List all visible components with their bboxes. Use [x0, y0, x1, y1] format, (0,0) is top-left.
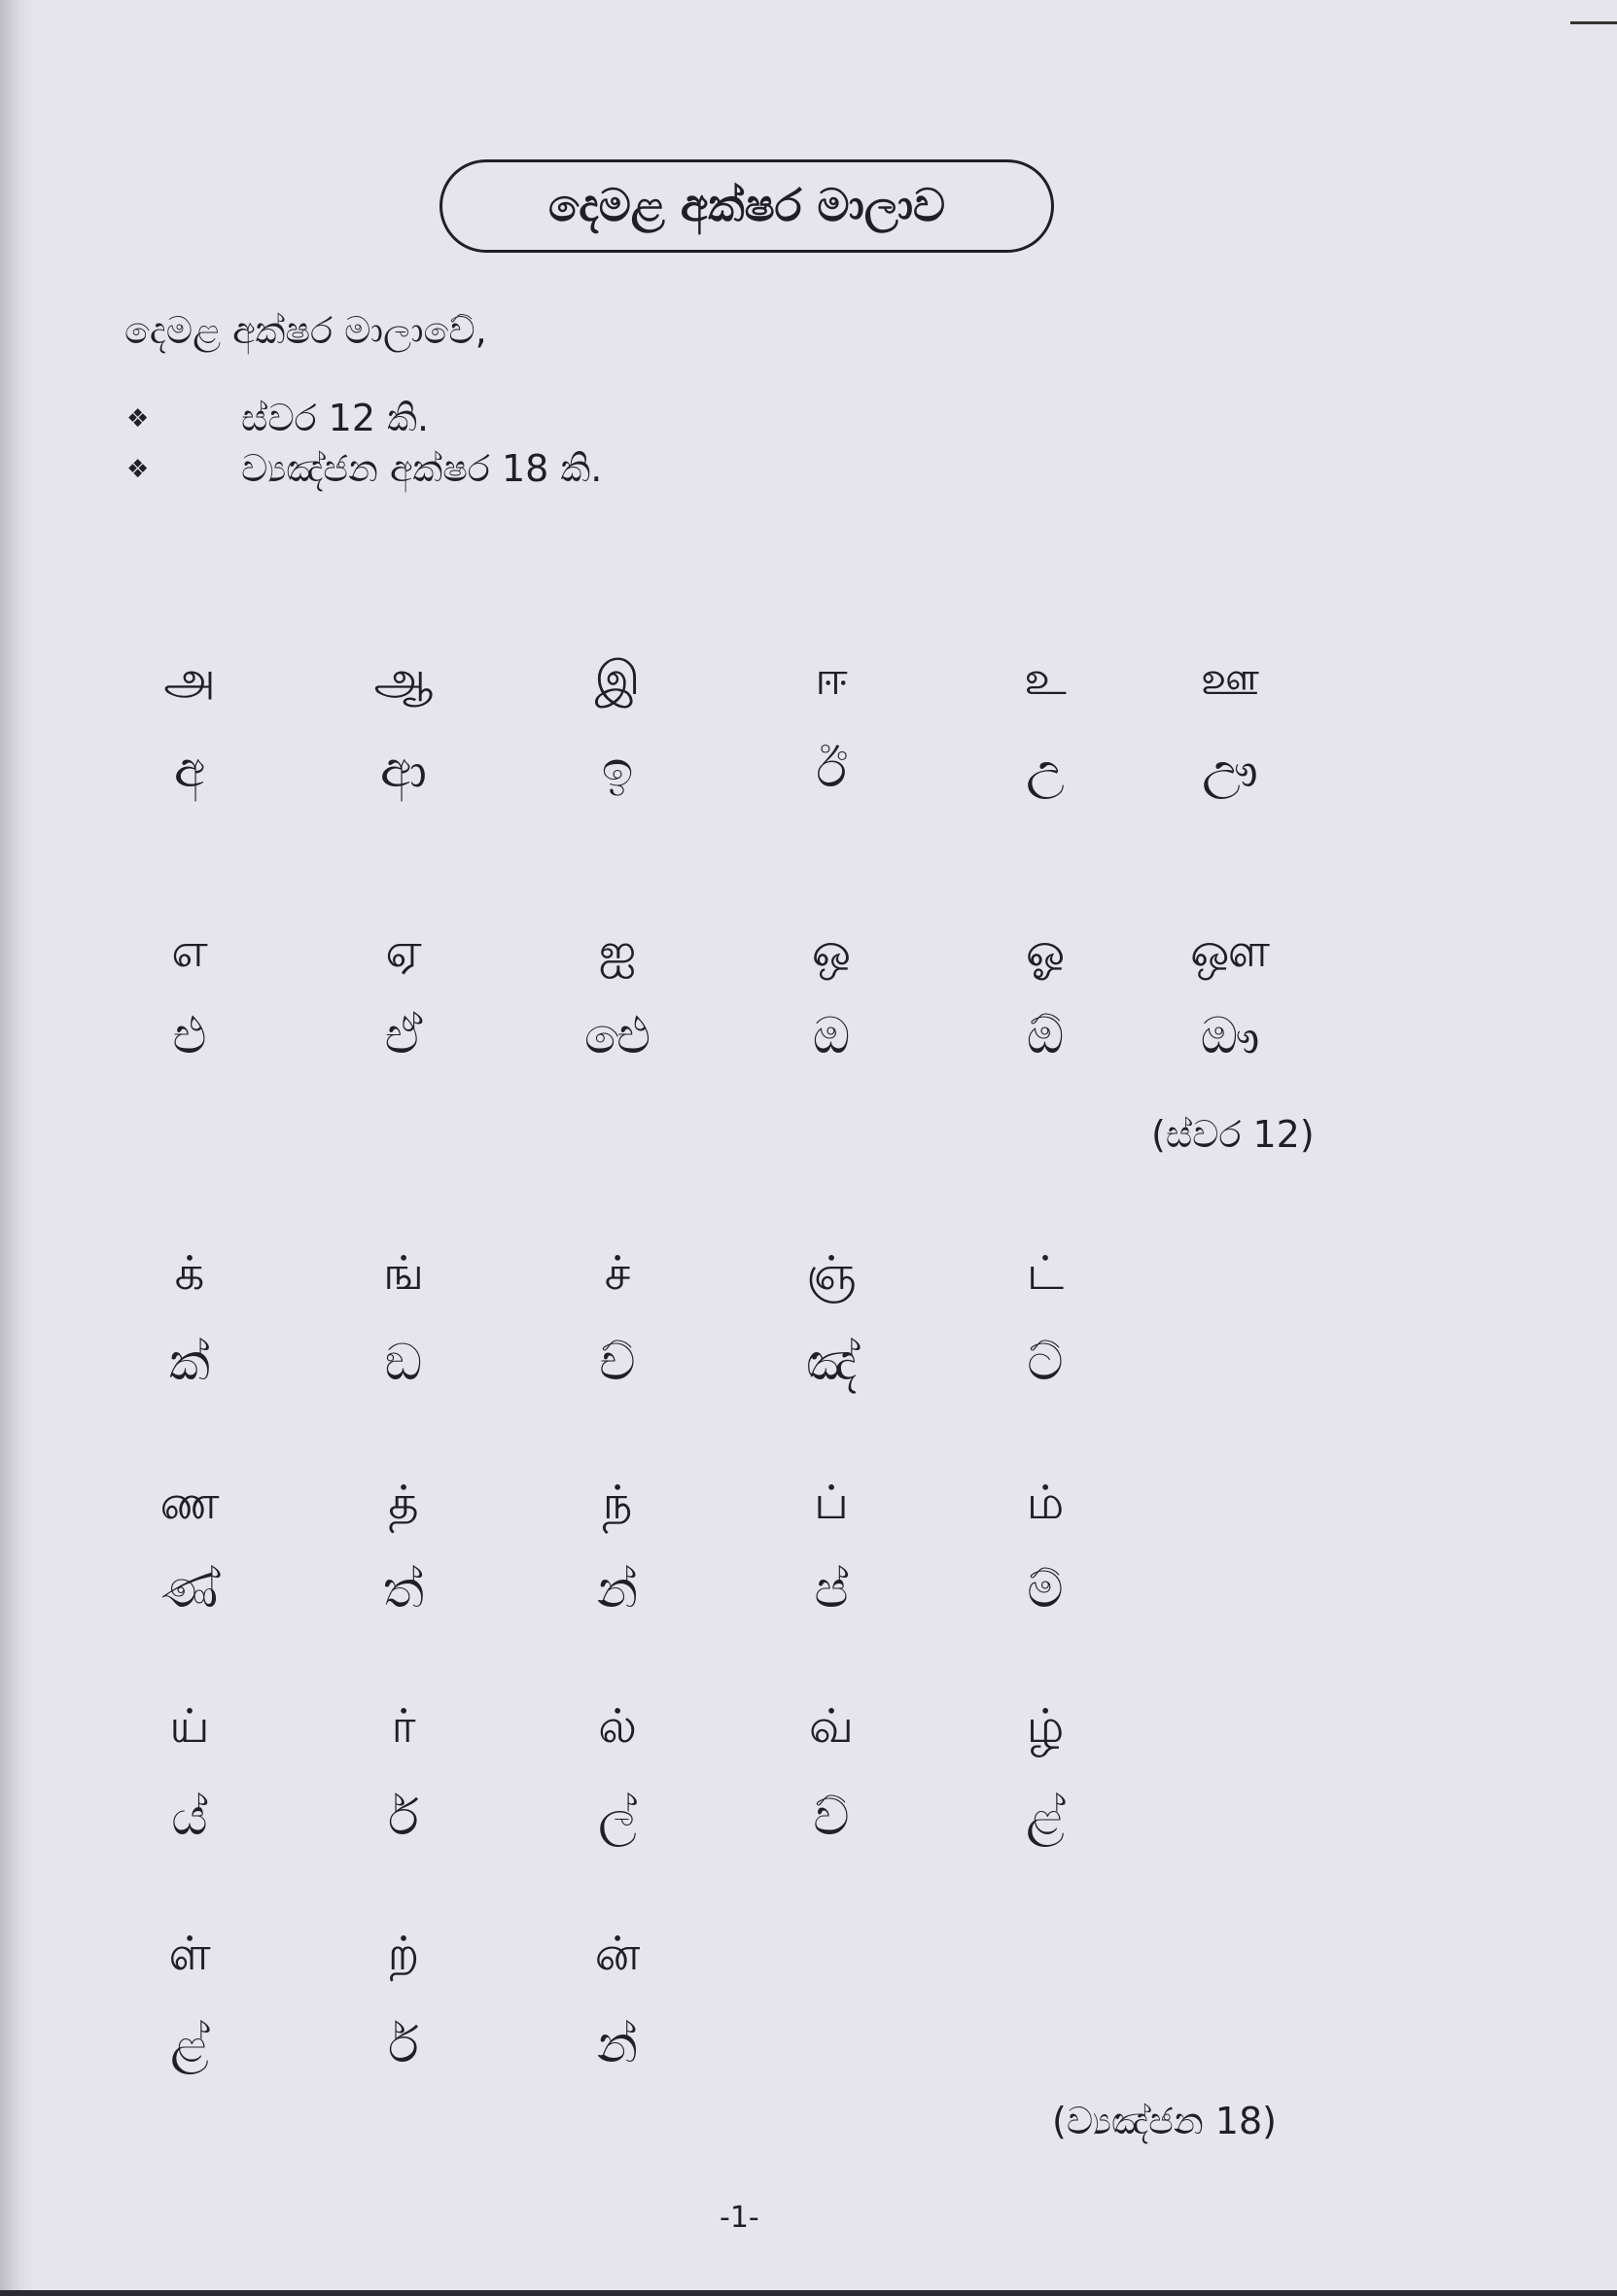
sinhala-letter: න්	[596, 2016, 639, 2074]
sinhala-letter: ළ්	[170, 2016, 209, 2074]
tamil-letter: வ்	[809, 1699, 854, 1754]
tamil-letter: ழ்	[1026, 1699, 1065, 1754]
tamil-letter: ஞ்	[806, 1246, 857, 1301]
tamil-letter: ஒ	[811, 923, 852, 978]
diamond-bullet-icon: ❖	[126, 454, 150, 484]
tamil-letter: இ	[594, 651, 641, 706]
sinhala-letter: ඤ්	[805, 1334, 858, 1392]
sinhala-letter: උ	[1026, 741, 1065, 799]
tamil-letter: ம்	[1026, 1476, 1065, 1530]
sinhala-letter: ත්	[382, 1561, 425, 1619]
bullet-item	[126, 397, 429, 440]
tamil-letter: க்	[174, 1246, 205, 1301]
tamil-letter: ய்	[169, 1699, 210, 1754]
tamil-letter: ள்	[168, 1927, 211, 1981]
tamil-letter: அ	[163, 651, 216, 706]
sinhala-letter: ඞ	[384, 1334, 423, 1392]
tamil-letter: உ	[1024, 651, 1067, 706]
tamil-letter: ட்	[1026, 1246, 1065, 1301]
tamil-letter: ஓ	[1025, 923, 1066, 978]
tamil-letter: ஈ	[815, 651, 848, 706]
tamil-letter: ஐ	[598, 923, 637, 978]
page-binding-shadow	[0, 0, 33, 2296]
tamil-letter: ங்	[382, 1246, 425, 1301]
sinhala-letter: ඔ	[812, 1007, 851, 1065]
intro-text: දෙමළ අක්ෂර මාලාවේ,	[124, 309, 487, 352]
sinhala-letter: ඒ	[384, 1007, 423, 1065]
tamil-letter: ச்	[604, 1246, 631, 1301]
tamil-letter: ஔ	[1190, 923, 1270, 978]
sinhala-letter: ඉ	[601, 741, 634, 799]
sinhala-letter: ඕ	[1026, 1007, 1065, 1065]
tamil-letter: த்	[388, 1476, 419, 1530]
sinhala-letter: ව්	[813, 1789, 850, 1847]
diamond-bullet-icon: ❖	[126, 403, 150, 434]
bullet-item	[126, 447, 602, 491]
sinhala-letter: ච්	[599, 1334, 636, 1392]
bullet-text: ව්‍යඤ්ජන අක්ෂර 18 කි.	[241, 447, 603, 490]
sinhala-letter: ට්	[1027, 1334, 1064, 1392]
sinhala-letter: ම්	[1027, 1561, 1064, 1619]
sinhala-letter: ක්	[168, 1334, 211, 1392]
vowel-count-caption: (ස්වර 12)	[1151, 1113, 1315, 1156]
page-number: -1-	[720, 2201, 759, 2235]
sinhala-letter: ඓ	[583, 1007, 651, 1065]
sinhala-letter: ළ්	[1026, 1789, 1065, 1847]
tamil-letter: ண	[159, 1476, 220, 1530]
corner-mark	[1570, 21, 1617, 24]
tamil-letter: எ	[171, 923, 208, 978]
sinhala-letter: ඖ	[1200, 1007, 1260, 1065]
tamil-letter: ஏ	[385, 923, 422, 978]
sinhala-letter: ර්	[388, 1789, 419, 1847]
sinhala-letter: ල්	[598, 1789, 637, 1847]
sinhala-letter: අ	[173, 741, 206, 799]
sinhala-letter: ඌ	[1202, 741, 1258, 799]
consonant-count-caption: (ව්‍යඤ්ජන 18)	[1052, 2100, 1277, 2142]
tamil-letter: ஆ	[373, 651, 434, 706]
tamil-letter: ர்	[391, 1699, 416, 1754]
sinhala-letter: ප්	[814, 1561, 849, 1619]
tamil-letter: ன்	[594, 1927, 641, 1981]
bullet-text: ස්වර 12 කි.	[241, 397, 430, 439]
page-title: දෙමළ අක්ෂර මාලාව	[439, 159, 1054, 253]
sinhala-letter: ය්	[171, 1789, 208, 1847]
tamil-letter: ற்	[387, 1927, 420, 1981]
sinhala-letter: ඊ	[816, 741, 847, 799]
tamil-letter: ப்	[814, 1476, 849, 1530]
sinhala-letter: ණ්	[160, 1561, 219, 1619]
tamil-letter: ல்	[598, 1699, 637, 1754]
bottom-edge	[0, 2290, 1617, 2296]
tamil-letter: ஊ	[1200, 651, 1260, 706]
sinhala-letter: න්	[596, 1561, 639, 1619]
sinhala-letter: ආ	[380, 741, 427, 799]
sinhala-letter: එ	[172, 1007, 207, 1065]
tamil-letter: ந்	[602, 1476, 633, 1530]
sinhala-letter: ර්	[388, 2016, 419, 2074]
